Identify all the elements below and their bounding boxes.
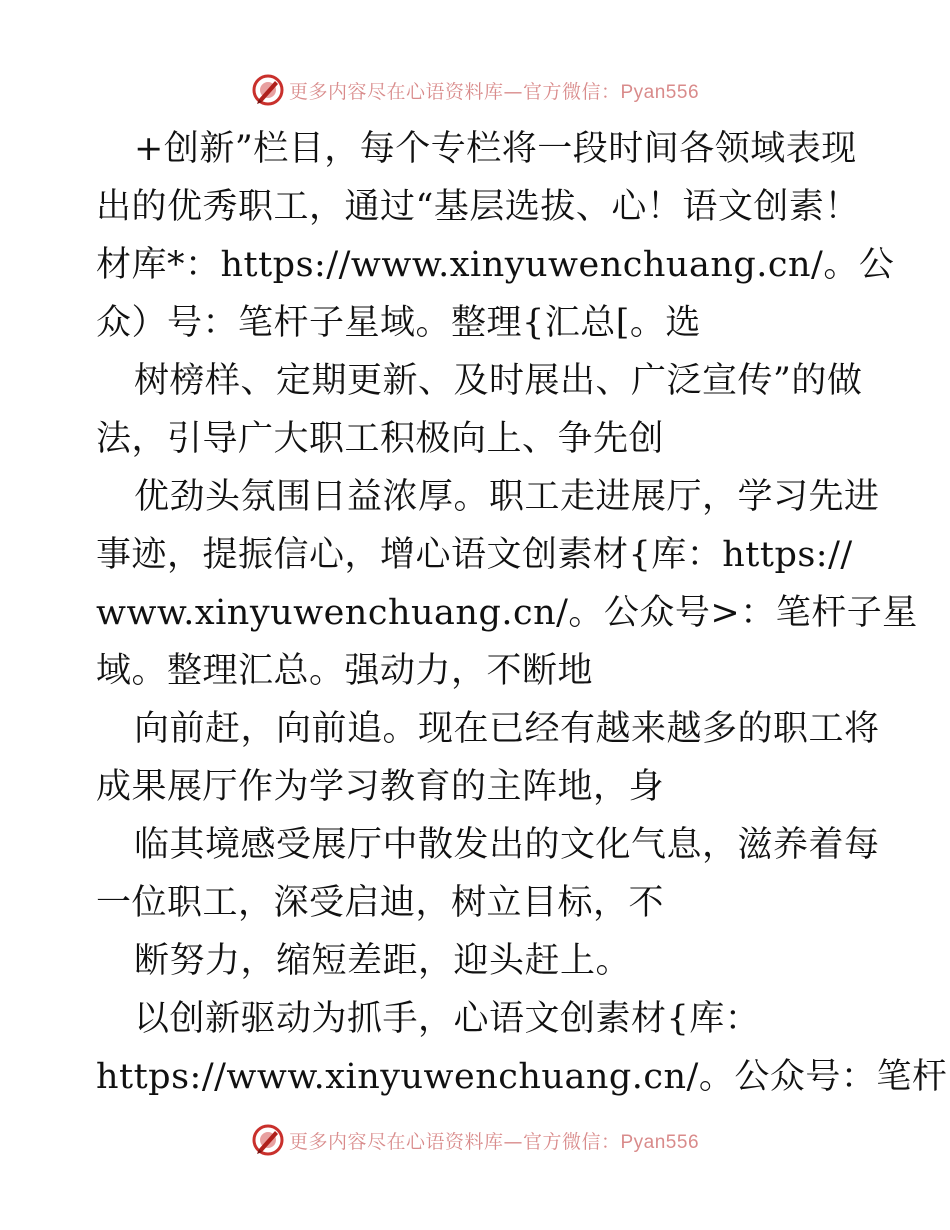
header-site-label: 更多内容尽在心语资料库—官方微信：: [288, 80, 621, 103]
document-body: [96, 120, 948, 1106]
text-line: 一位职工，深受启迪，树立目标，不: [96, 883, 665, 923]
text-line: 优劲头氛围日益浓厚。职工走进展厅，学习先进: [134, 477, 880, 517]
text-line: 材库*：https://www.xinyuwenchuang.cn/。公: [96, 245, 895, 285]
text-line: https://www.xinyuwenchuang.cn/。公众号：笔杆: [96, 1057, 948, 1097]
footer-wechat-handle: Pyan556: [620, 1131, 700, 1153]
text-line: 出的优秀职工，通过“基层选拔、心！语文创素！: [96, 187, 860, 227]
text-line: www.xinyuwenchuang.cn/。公众号>：笔杆子星: [96, 593, 918, 633]
pen-seal-logo-icon: [251, 1123, 285, 1157]
text-line: 事迹，提振信心，增心语文创素材{库：https://: [96, 535, 853, 575]
footer-site-label: 更多内容尽在心语资料库—官方微信：: [288, 1130, 621, 1153]
header-site-text: [289, 77, 699, 104]
header-banner: [0, 70, 950, 110]
text-line: 法，引导广大职工积极向上、争先创: [96, 419, 665, 459]
text-line: 众）号：笔杆子星域。整理{汇总[。选: [96, 303, 701, 343]
text-line: 向前赶，向前追。现在已经有越来越多的职工将: [134, 709, 880, 749]
text-line: 以创新驱动为抓手，心语文创素材{库：: [134, 999, 761, 1039]
footer-site-text: [289, 1127, 699, 1154]
text-line: +创新”栏目，每个专栏将一段时间各领域表现: [134, 129, 857, 169]
header-wechat-handle: Pyan556: [620, 81, 700, 103]
pen-seal-logo-icon: [251, 73, 285, 107]
text-line: 断努力，缩短差距，迎头赶上。: [134, 941, 632, 981]
footer-banner: [0, 1120, 950, 1160]
text-line: 成果展厅作为学习教育的主阵地，身: [96, 767, 665, 807]
text-line: 域。整理汇总。强动力，不断地: [96, 651, 594, 691]
text-line: 树榜样、定期更新、及时展出、广泛宣传”的做: [134, 361, 863, 401]
text-line: 临其境感受展厅中散发出的文化气息，滋养着每: [134, 825, 880, 865]
